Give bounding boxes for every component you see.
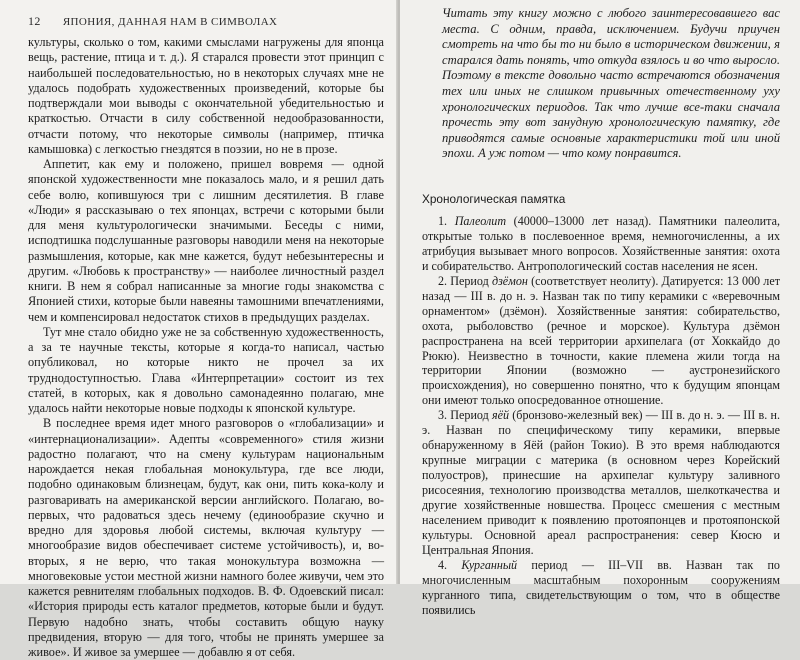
entry-number: 1. — [438, 213, 448, 228]
entry-lead: Период — [450, 273, 489, 288]
section-title: Хронологическая памятка — [422, 191, 566, 206]
page-number: 12 — [28, 14, 41, 28]
entry-text: период — III–VII вв. Назван так по многочисленным масштабным похоронным сооружениям курганного типа, свидетельствующим о том, что в обществе появились — [422, 557, 780, 617]
paragraph: культуры, сколько о том, какими смыслами нагружены для японца вещь, растение, птица и т. д.). Я старался провести этот принцип с наибольшей последовательностью, но в некоторых случаях мне не удалось подобрать художественных произведений, которые бы подтверждали мои выводы с окончательной убедительностью и краткостью. Отчасти в силу собственной недообразованности, отчасти потому, что некоторые символы (например, птичка камышовка) с легкостью гнездятся в поэзии, но не в прозе. — [28, 35, 384, 156]
epigraph: Читать эту книгу можно с любого заинтересовавшего вас места. С одним, правда, исключением. Будучи приучен смотреть на что бы то ни было в историческом движении, я старался дать понять, что откуда взялось и во что выросло. Поэтому в тексте довольно часто встречаются обозначения тех или иных не слишком привычных отечественному уху хронологических периодов. Так что лучше все-таки сначала прочесть эту вот занудную хронологическую памятку, где приводятся самые основные характеристики той или иной эпохи. А уж потом — что кому понравится. — [442, 6, 780, 161]
period-term: Курганный — [461, 557, 518, 572]
entry-number: 3. — [438, 408, 448, 423]
period-term: Палеолит — [454, 213, 507, 228]
chronology-entry — [422, 408, 780, 558]
entry-number: 4. — [438, 557, 448, 572]
chronology-entry — [422, 558, 780, 618]
paragraph: В последнее время идет много разговоров о «глобализации» и «интернационализации». Адепты «современного» стиля жизни радостно полагают, что на смену культурам национальным нарождается некая глобальная монокультура, где все люди, подобно одинаковым близнецам, будут, как они, пить кока-колу и разговаривать на американской версии английского. Полагаю, во-первых, что радоваться здесь нечему (единообразие скучно и вредно для здоровья любой системы, включая культуру — многообразие видов обеспечивает системе устойчивость), и, во-вторых, я не верю, что такая монокультура возможна — многовековые устои местной жизни намного более живучи, чем это кажется ревнителям глобальных подходов. В. Ф. Одоевский писал: «История природы есть каталог предметов, которые были и будут. Первую надобно знать, чтобы составить общую науку предвидения, вторую — для того, чтобы не принять умершее за живое». И живое за умершее — добавлю я от себя. — [28, 416, 384, 659]
paragraph: Аппетит, как ему и положено, пришел вовремя — одной японской художественности мне показалось мало, и я решил дать себе волю, копившуюся три с лишним десятилетия. В главе «Люди» я рассказываю о тех японцах, встречи с которыми были для меня культурологически значимыми. Беседы с ними, исподтишка подслушанные разговоры наводили меня на некоторые размышления, которые, как мне кажется, будут небезынтересны и другим. «Любовь к пространству» — наиболее личностный раздел книги. В нем я собрал написанные за многие годы знакомства с Японией стихи, которые были навеяны тамошними впечатлениями, чем и компенсировал недостаток стихов в предыдущих разделах. — [28, 157, 384, 324]
running-head — [28, 14, 384, 29]
entry-lead: Период — [450, 408, 489, 423]
period-term: яёй — [492, 408, 510, 423]
chronology-entry — [422, 274, 780, 409]
paragraph: Тут мне стало обидно уже не за собственную художественность, а за те научные тексты, которые я когда-то написал, частью опубликовал, но которые никто не прочел за их труднодоступностью. Глава «Интерпретации» состоит из тех статей, в которых, как я довольно самонадеянно полагаю, мне удалось найти некоторые новые подходы к японской культуре. — [28, 324, 384, 415]
chronology-entry — [422, 214, 780, 274]
running-head-title: ЯПОНИЯ, ДАННАЯ НАМ В СИМВОЛАХ — [62, 16, 278, 28]
entry-number: 2. — [438, 273, 448, 288]
entry-text: (соответствует неолиту). Датируется: 13 000 лет назад — III в. до н. э. Назван так по типу керамики с «веревочным орнаментом» (дзёмон). Хозяйственные занятия: собирательство, охота, рыболовство (речное и морское). Культура дзёмон распространена на всей территории архипелага (от Хоккайдо до Рюкю). Неизвестно в точности, какие племена жили тогда на территории Японии (возможно — аустронезийского происхождения), но совершенно понятно, что к будущим японцам они имеют только опосредованное отношение. — [422, 273, 780, 408]
entry-text: (40000–13000 лет назад). Памятники палеолита, открытые только в послевоенное время, немногочисленны, а их атрибуция вызывает много вопросов. Хозяйственные занятия: охота и собирательство. Антропологический состав населения не ясен. — [422, 213, 780, 273]
entry-text: (бронзово-железный век) — III в. до н. э. — III в. н. э. Назван по специфическому типу керамики, впервые обнаруженному в Яёй (район Токио). В это время наблюдаются крупные миграции с материка (в основном через Корейский полуостров), принесшие на архипелаг культуру заливного рисосеяния, технологию производства металлов, шелкоткачества и другие хозяйственные новшества. Процесс смешения с местным населением приводит к появлению протояпонцев и протояпонской культуры. Основной ареал распространения: север Кюсю и Центральная Япония. — [422, 408, 780, 557]
right-page — [400, 0, 800, 617]
left-page — [0, 0, 398, 659]
period-term: дзёмон — [491, 273, 528, 288]
